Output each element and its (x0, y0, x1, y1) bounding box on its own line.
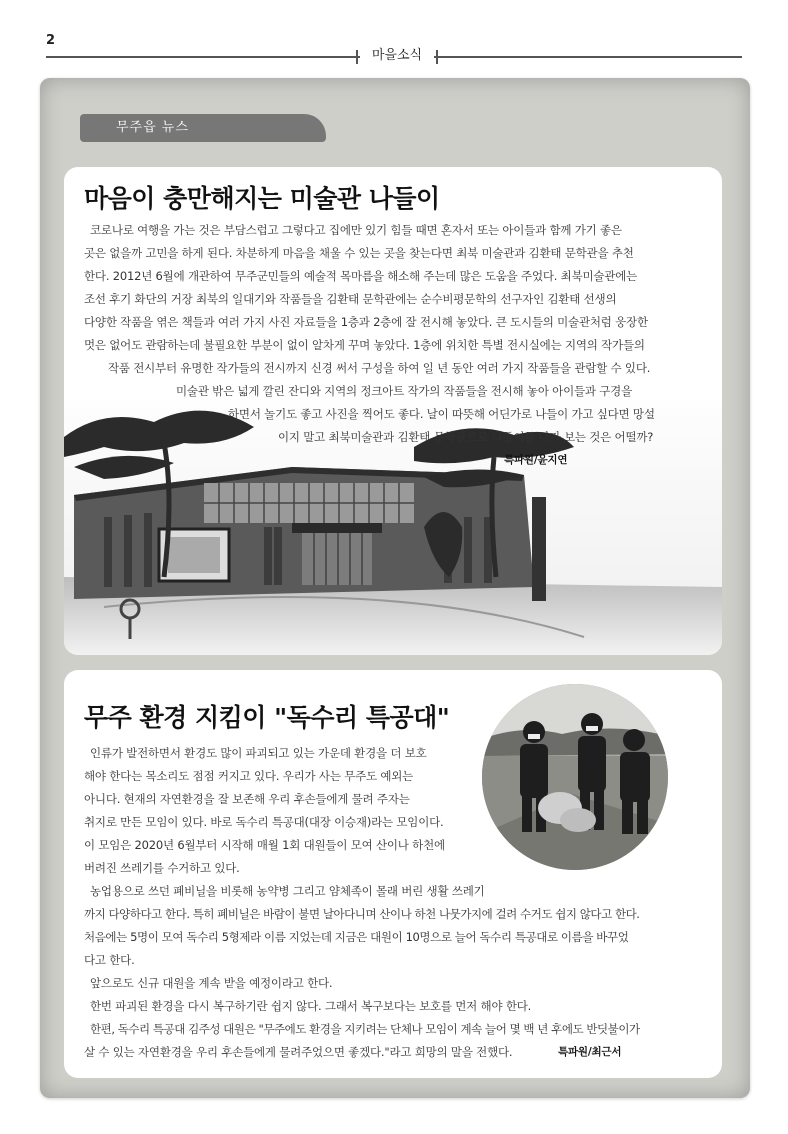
article-line: 미술관 밖은 넓게 깔린 잔디와 지역의 정크아트 작가의 작품들을 전시해 놓아 아이들과 구경을 (176, 384, 633, 398)
cleanup-volunteers-photo (482, 684, 668, 870)
article-line: 다양한 작품을 엮은 책들과 여러 가지 사진 자료들을 1층과 2층에 잘 전시해 놓았다. 큰 도시들의 미술관처럼 웅장한 (84, 315, 648, 329)
section-header-title: 마을소식 (360, 46, 434, 66)
article-line: 버려진 쓰레기를 수거하고 있다. (84, 861, 240, 875)
article-title-eagle-squad: 무주 환경 지킴이 "독수리 특공대" (84, 703, 450, 732)
byline: 특파원/최근서 (558, 1046, 622, 1058)
article-line: 농업용으로 쓰던 폐비닐을 비롯해 농약병 그리고 얌체족이 몰래 버린 생활 쓰레기 (90, 884, 485, 898)
article-line: 해야 한다는 목소리도 점점 커지고 있다. 우리가 사는 무주도 예외는 (84, 769, 414, 783)
article-line: 코로나로 여행을 가는 것은 부담스럽고 그렇다고 집에만 있기 힘들 때면 혼자서 또는 아이들과 함께 가기 좋은 (90, 223, 622, 237)
article-card-eagle-squad (64, 670, 722, 1078)
article-line: 한번 파괴된 환경을 다시 복구하기란 쉽지 않다. 그래서 복구보다는 보호를 먼저 해야 한다. (90, 999, 532, 1013)
article-line: 아니다. 현재의 자연환경을 잘 보존해 우리 후손들에게 물려 주자는 (84, 792, 410, 806)
article-line: 하면서 놀기도 좋고 사진을 찍어도 좋다. 날이 따뜻해 어딘가로 나들이 가고 싶다면 망설 (228, 407, 655, 421)
article-line: 작품 전시부터 유명한 작가들의 전시까지 신경 써서 구성을 하여 일 년 동안 여러 가지 작품들을 관람할 수 있다. (108, 361, 651, 375)
section-tab: 무주읍 뉴스 (80, 114, 326, 142)
article-line: 앞으로도 신규 대원을 계속 받을 예정이라고 한다. (90, 976, 333, 990)
byline: 특파원/윤지연 (504, 454, 568, 466)
article-line: 살 수 있는 자연환경을 우리 후손들에게 물려주었으면 좋겠다."라고 희망의 말을 전했다. (84, 1045, 513, 1059)
article-line: 곳은 없을까 고민을 하게 된다. 차분하게 마음을 채울 수 있는 곳을 찾는다면 최북 미술관과 김환태 문학관을 추천 (84, 246, 634, 260)
article-line: 인류가 발전하면서 환경도 많이 파괴되고 있는 가운데 환경을 더 보호 (90, 746, 427, 760)
article-line: 이지 말고 최북미술관과 김환태 문학관으로 나들이를 나가 보는 것은 어떨까? (278, 430, 654, 444)
article-title-gallery: 마음이 충만해지는 미술관 나들이 (84, 184, 440, 213)
article-line: 다고 한다. (84, 953, 135, 967)
article-line: 까지 다양하다고 한다. 특히 폐비닐은 바람이 불면 날아다니며 산이나 하천 나뭇가지에 걸려 수거도 쉽지 않다고 한다. (84, 907, 640, 921)
header-divider-left (356, 50, 358, 64)
article-line: 조선 후기 화단의 거장 최북의 일대기와 작품들을 김환태 문학관에는 순수비평문학의 선구자인 김환태 선생의 (84, 292, 617, 306)
article-line: 한다. 2012년 6월에 개관하여 무주군민들의 예술적 목마름을 해소해 주는데 많은 도움을 주었다. 최북미술관에는 (84, 269, 638, 283)
article-line: 이 모임은 2020년 6월부터 시작해 매월 1회 대원들이 모여 산이나 하천에 (84, 838, 445, 852)
article-card-gallery (64, 167, 722, 655)
article-line: 한편, 독수리 특공대 김주성 대원은 "무주에도 환경을 지키려는 단체나 모임이 계속 늘어 몇 백 년 후에도 반딧불이가 (90, 1022, 640, 1036)
page-number: 2 (46, 33, 56, 48)
article-line: 멋은 없어도 관람하는데 불필요한 부분이 없이 알차게 꾸며 놓았다. 1층에 위치한 특별 전시실에는 지역의 작가들의 (84, 338, 645, 352)
article-line: 취지로 만든 모임이 있다. 바로 독수리 특공대(대장 이승재)라는 모임이다. (84, 815, 444, 829)
header-divider-right (436, 50, 438, 64)
article-line: 처음에는 5명이 모여 독수리 5형제라 이름 지었는데 지금은 대원이 10명으로 늘어 독수리 특공대로 이름을 바꾸었 (84, 930, 629, 944)
